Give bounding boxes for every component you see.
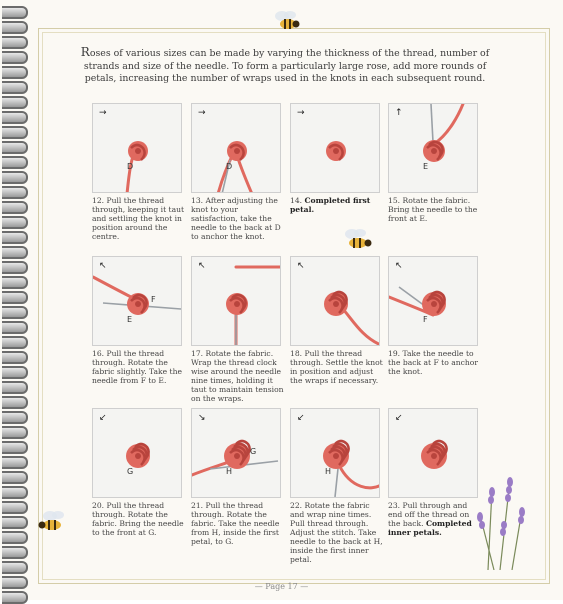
point-label: E bbox=[127, 315, 133, 324]
step-number: 14. bbox=[290, 196, 303, 205]
spiral-ring bbox=[2, 591, 28, 604]
direction-arrow-icon: → bbox=[99, 108, 107, 118]
step-caption bbox=[290, 501, 384, 564]
step-number: 21. bbox=[191, 501, 204, 510]
step-text: Pull the thread through. Rotate the fabric slightly. Take the needle from F to E. bbox=[92, 349, 182, 385]
step-photo bbox=[191, 408, 281, 498]
spiral-ring bbox=[2, 456, 28, 469]
point-label: G bbox=[127, 467, 134, 476]
spiral-ring bbox=[2, 321, 28, 334]
step-photo bbox=[92, 256, 182, 346]
spiral-ring bbox=[2, 291, 28, 304]
point-label: D bbox=[226, 162, 233, 171]
step-text: Rotate the fabric. Wrap the thread clock wise around the needle nine times, holding it taut to maintain tension on the wraps. bbox=[191, 349, 284, 403]
intro-dropcap: R bbox=[80, 45, 90, 59]
spiral-ring bbox=[2, 366, 28, 379]
step-number: 15. bbox=[388, 196, 401, 205]
bee-illustration-top bbox=[270, 8, 304, 34]
spiral-ring bbox=[2, 216, 28, 229]
step-number: 12. bbox=[92, 196, 105, 205]
spiral-ring bbox=[2, 426, 28, 439]
step-bold-text: Completed first petal. bbox=[290, 196, 371, 214]
step-caption bbox=[191, 501, 285, 546]
direction-arrow-icon: → bbox=[198, 108, 206, 118]
step-photo bbox=[191, 103, 281, 193]
spiral-ring bbox=[2, 96, 28, 109]
step-number: 20. bbox=[92, 501, 105, 510]
step-number: 17. bbox=[191, 349, 204, 358]
step-caption bbox=[92, 349, 186, 385]
lavender-illustration bbox=[470, 470, 530, 570]
spiral-ring bbox=[2, 381, 28, 394]
spiral-ring bbox=[2, 36, 28, 49]
point-label: F bbox=[423, 315, 428, 324]
spiral-ring bbox=[2, 246, 28, 259]
direction-arrow-icon: → bbox=[297, 108, 305, 118]
bee-illustration-middle bbox=[340, 226, 376, 252]
step-text: After adjusting the knot to your satisfaction, take the needle to the back at D to anchor the knot. bbox=[191, 196, 281, 241]
spiral-ring bbox=[2, 306, 28, 319]
spiral-ring bbox=[2, 546, 28, 559]
spiral-ring bbox=[2, 471, 28, 484]
direction-arrow-icon: ↙ bbox=[99, 413, 107, 423]
step-photo bbox=[290, 408, 380, 498]
spiral-ring bbox=[2, 261, 28, 274]
step-number: 18. bbox=[290, 349, 303, 358]
step-photo bbox=[92, 103, 182, 193]
step-number: 19. bbox=[388, 349, 401, 358]
step-text: Pull the thread through. Settle the knot in position and adjust the wraps if necessary. bbox=[290, 349, 383, 385]
step-number: 22. bbox=[290, 501, 303, 510]
step-photo bbox=[290, 103, 380, 193]
point-label: D bbox=[127, 162, 134, 171]
step-caption bbox=[290, 349, 384, 385]
spiral-ring bbox=[2, 156, 28, 169]
step-number: 16. bbox=[92, 349, 105, 358]
spiral-ring bbox=[2, 501, 28, 514]
spiral-ring bbox=[2, 141, 28, 154]
spiral-ring bbox=[2, 276, 28, 289]
spiral-ring bbox=[2, 486, 28, 499]
spiral-ring bbox=[2, 561, 28, 574]
step-bold-text: Completed inner petals. bbox=[388, 519, 472, 537]
direction-arrow-icon: ↘ bbox=[198, 413, 206, 423]
step-caption bbox=[92, 196, 186, 241]
point-label: G bbox=[250, 447, 257, 456]
direction-arrow-icon: ↖ bbox=[395, 261, 403, 271]
step-number: 23. bbox=[388, 501, 401, 510]
step-photo bbox=[191, 256, 281, 346]
step-caption bbox=[191, 196, 285, 241]
point-label: E bbox=[423, 162, 429, 171]
spiral-ring bbox=[2, 396, 28, 409]
step-photo bbox=[388, 103, 478, 193]
spiral-binding bbox=[0, 0, 28, 600]
step-text: Rotate the fabric. Bring the needle to the front at E. bbox=[388, 196, 478, 223]
step-number: 13. bbox=[191, 196, 204, 205]
spiral-ring bbox=[2, 231, 28, 244]
spiral-ring bbox=[2, 66, 28, 79]
direction-arrow-icon: ↙ bbox=[395, 413, 403, 423]
step-photo bbox=[388, 256, 478, 346]
intro-paragraph bbox=[80, 46, 490, 86]
spiral-ring bbox=[2, 201, 28, 214]
step-caption bbox=[388, 501, 482, 537]
intro-text: oses of various sizes can be made by varying the thickness of the thread, number of strands and size of the needle. To form a particularly large rose, add more rounds of petals, increasing the number of wraps used in the knots in each subsequent round. bbox=[83, 48, 490, 84]
spiral-ring bbox=[2, 531, 28, 544]
direction-arrow-icon: ↖ bbox=[297, 261, 305, 271]
step-caption bbox=[388, 196, 482, 223]
spiral-ring bbox=[2, 351, 28, 364]
page-number: — Page 17 — bbox=[254, 582, 309, 591]
spiral-ring bbox=[2, 126, 28, 139]
spiral-ring bbox=[2, 51, 28, 64]
direction-arrow-icon: ↑ bbox=[395, 108, 403, 118]
direction-arrow-icon: ↖ bbox=[99, 261, 107, 271]
spiral-ring bbox=[2, 6, 28, 19]
step-text: Pull the thread through, keeping it taut and settling the knot in position around the centre. bbox=[92, 196, 185, 241]
bee-illustration-bottom bbox=[34, 508, 70, 534]
spiral-ring bbox=[2, 411, 28, 424]
point-label: H bbox=[226, 467, 233, 476]
step-photo bbox=[388, 408, 478, 498]
step-caption bbox=[388, 349, 482, 376]
step-text: Pull through and end off the thread on the back. bbox=[388, 501, 470, 528]
step-text: Rotate the fabric and wrap nine times. Pull thread through. Adjust the stitch. Take needle to the back at H, inside the first inner petal. bbox=[290, 501, 383, 564]
spiral-ring bbox=[2, 111, 28, 124]
step-photo bbox=[290, 256, 380, 346]
step-caption bbox=[191, 349, 285, 403]
step-text: Pull the thread through. Rotate the fabric. Bring the needle to the front at G. bbox=[92, 501, 184, 537]
spiral-ring bbox=[2, 516, 28, 529]
spiral-ring bbox=[2, 171, 28, 184]
spiral-ring bbox=[2, 21, 28, 34]
step-text: Pull the thread through. Rotate the fabric. Take the needle from H, inside the first petal, to G. bbox=[191, 501, 280, 546]
point-label: F bbox=[151, 295, 156, 304]
spiral-ring bbox=[2, 441, 28, 454]
direction-arrow-icon: ↙ bbox=[297, 413, 305, 423]
step-caption bbox=[290, 196, 384, 214]
direction-arrow-icon: ↖ bbox=[198, 261, 206, 271]
spiral-ring bbox=[2, 81, 28, 94]
step-photo bbox=[92, 408, 182, 498]
spiral-ring bbox=[2, 186, 28, 199]
point-label: H bbox=[325, 467, 332, 476]
step-text: Take the needle to the back at F to anchor the knot. bbox=[388, 349, 478, 376]
spiral-ring bbox=[2, 336, 28, 349]
step-caption bbox=[92, 501, 186, 537]
